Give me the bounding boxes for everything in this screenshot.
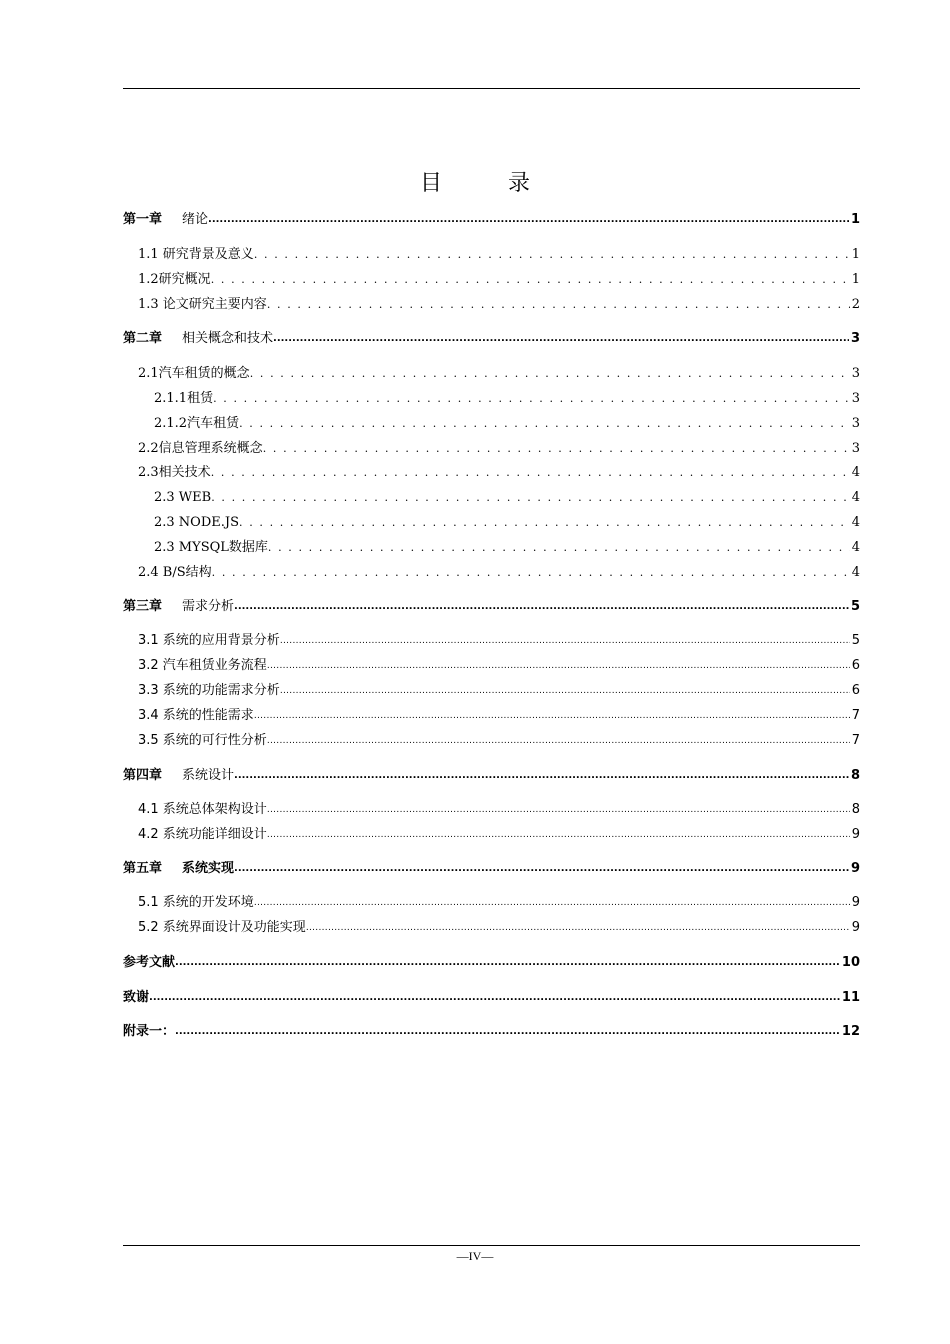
toc-entry-label: 3.1 系统的应用背景分析 [138,633,280,648]
toc-entry[interactable] [138,654,860,674]
toc-entry-label [123,768,234,784]
toc-entry[interactable] [138,891,860,911]
toc-entry-page: 6 [851,683,860,698]
dot-leader [273,330,849,347]
toc-entry-page: 1 [851,272,860,287]
toc-entry-label: 2.1.1租赁 [154,391,214,406]
toc-entry[interactable] [138,243,860,263]
dot-leader [211,490,850,506]
toc-entry[interactable] [138,461,860,481]
toc-entry[interactable] [123,986,860,1006]
toc-entry-label: 5.2 系统界面设计及功能实现 [138,920,306,935]
toc-entry[interactable] [138,561,860,581]
toc-entry[interactable] [154,511,860,531]
toc-entry-page: 2 [851,297,860,312]
toc-entry[interactable] [138,268,860,288]
toc-entry-page: 11 [841,990,860,1005]
toc-entry-label [123,861,234,877]
toc-entry[interactable] [138,293,860,313]
dot-leader [239,515,850,531]
dot-leader [239,416,850,432]
toc-entry-page: 4 [851,565,860,580]
toc-entry-label: 2.1.2汽车租赁 [154,416,240,431]
toc-entry-label: 4.1 系统总体架构设计 [138,802,267,817]
toc-entry-page: 1 [851,247,860,262]
toc-entry[interactable] [154,387,860,407]
dot-leader [211,272,850,288]
footer-rule [123,1245,860,1246]
toc-entry[interactable] [154,536,860,556]
toc-entry-label: 附录一： [123,1024,176,1039]
toc-entry-page: 9 [851,920,860,935]
chapter-number: 第三章 [123,599,163,614]
toc-entry[interactable] [123,595,860,615]
toc-entry-label: 2.3相关技术 [138,465,211,480]
toc-entry-page: 4 [851,515,860,530]
toc-entry-page: 1 [850,212,860,227]
toc-entry-page: 5 [851,633,860,648]
dot-leader [254,707,850,724]
toc-entry[interactable] [138,916,860,936]
toc-entry[interactable] [154,486,860,506]
toc-entry-page: 7 [851,733,860,748]
toc-entry-label: 参考文献 [123,955,176,970]
toc-entry-label: 2.3 WEB [154,490,212,505]
toc-entry[interactable] [123,951,860,971]
toc-entry-page: 8 [851,802,860,817]
toc-entry-label [123,599,234,615]
toc-entry[interactable] [138,798,860,818]
toc-entry-page: 7 [851,708,860,723]
toc-entry-page: 9 [850,861,860,876]
toc-entry-label: 3.3 系统的功能需求分析 [138,683,280,698]
toc-entry-page: 3 [851,391,860,406]
dot-leader [212,565,850,581]
toc-entry[interactable] [138,704,860,724]
dot-leader [280,682,850,699]
toc-entry-page: 5 [850,599,860,614]
toc-entry-label: 2.3 NODE.JS [154,515,240,530]
dot-leader [267,657,850,674]
toc-entry[interactable] [138,362,860,382]
toc-entry-page: 3 [850,331,860,346]
dot-leader [211,465,850,481]
dot-leader [267,826,850,843]
chapter-number: 第一章 [123,212,163,227]
toc-entry-label: 2.2信息管理系统概念 [138,441,263,456]
chapter-number: 第五章 [123,861,163,876]
dot-leader [234,598,849,615]
dot-leader [254,247,850,263]
toc-entry-page: 8 [850,768,860,783]
toc-entry-label [123,331,273,347]
toc-entry[interactable] [123,327,860,347]
toc-entry-page: 4 [851,490,860,505]
page-number: —IV— [456,1249,494,1263]
toc-entry-label: 2.1汽车租赁的概念 [138,366,250,381]
dot-leader [267,297,850,313]
toc-entry-label: 5.1 系统的开发环境 [138,895,254,910]
toc-entry[interactable] [123,208,860,228]
chapter-title: 系统实现 [182,861,235,876]
toc-entry-label: 1.2研究概况 [138,272,211,287]
dot-leader [267,732,850,749]
dot-leader [208,211,849,228]
toc-entry-page: 4 [851,465,860,480]
toc-entry-label: 2.3 MYSQL数据库 [154,540,268,555]
chapter-title: 需求分析 [182,599,235,614]
toc-entry-label: 1.3 论文研究主要内容 [138,297,267,312]
dot-leader [250,366,850,382]
toc-entry-page: 4 [851,540,860,555]
toc-entry-label: 2.4 B/S结构 [138,565,212,580]
toc-entry[interactable] [154,412,860,432]
toc-entry-page: 3 [851,441,860,456]
chapter-title: 系统设计 [182,768,235,783]
dot-leader [175,1023,840,1040]
toc-entry[interactable] [123,764,860,784]
toc-entry[interactable] [138,729,860,749]
dot-leader [254,894,850,911]
dot-leader [306,919,850,936]
toc-entry-label [123,212,208,228]
toc-entry[interactable] [138,823,860,843]
toc-entry-page: 10 [841,955,860,970]
dot-leader [267,801,850,818]
header-rule [123,88,860,89]
toc-entry-page: 6 [851,658,860,673]
toc-entry-page: 9 [851,895,860,910]
dot-leader [234,767,849,784]
dot-leader [234,860,849,877]
dot-leader [280,632,850,649]
chapter-title: 绪论 [182,212,209,227]
toc-entry-label: 3.5 系统的可行性分析 [138,733,267,748]
dot-leader [213,391,850,407]
toc-entry-label: 4.2 系统功能详细设计 [138,827,267,842]
dot-leader [268,540,850,556]
toc-entry-page: 12 [841,1024,860,1039]
toc-entry[interactable] [138,629,860,649]
dot-leader [149,989,840,1006]
dot-leader [175,954,840,971]
toc-entry[interactable] [123,857,860,877]
toc-entry-label: 1.1 研究背景及意义 [138,247,254,262]
toc-entry-page: 9 [851,827,860,842]
toc-entry-page: 3 [851,416,860,431]
chapter-number: 第二章 [123,331,163,346]
toc-entry[interactable] [123,1020,860,1040]
toc-entry-label: 3.2 汽车租赁业务流程 [138,658,267,673]
chapter-title: 相关概念和技术 [182,331,274,346]
toc-entry[interactable] [138,437,860,457]
toc-entry-label: 3.4 系统的性能需求 [138,708,254,723]
toc-title: 目 录 [419,171,552,196]
chapter-number: 第四章 [123,768,163,783]
toc-entry-label: 致谢 [123,990,150,1005]
toc-entry[interactable] [138,679,860,699]
toc-entry-page: 3 [851,366,860,381]
dot-leader [263,441,850,457]
